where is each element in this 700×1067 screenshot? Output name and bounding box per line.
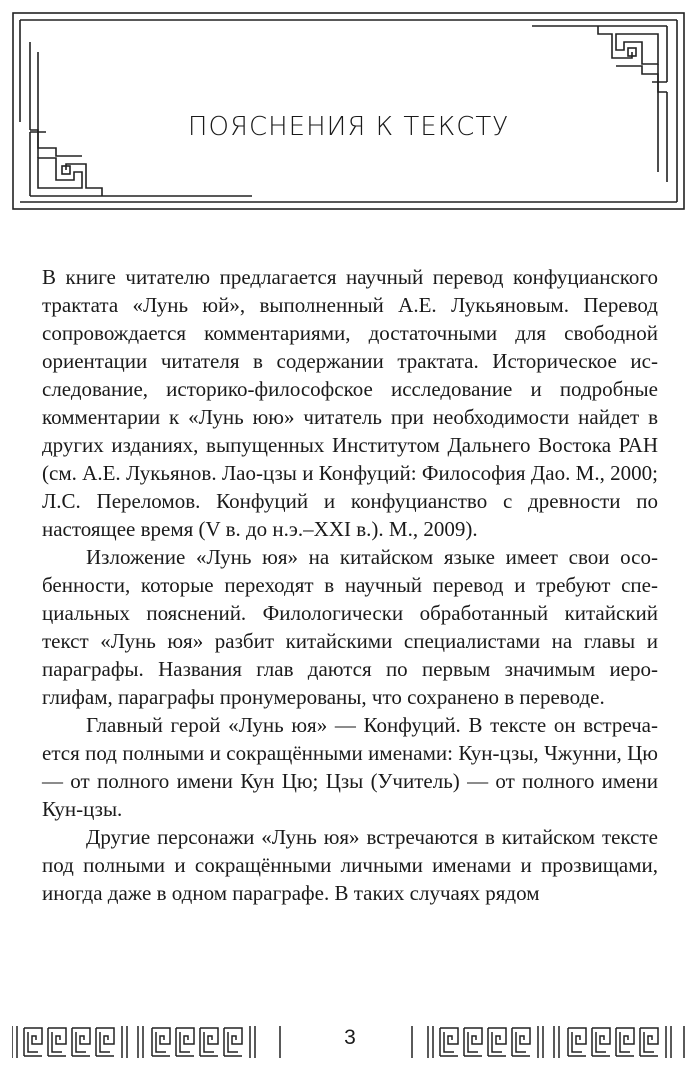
left-fret-band bbox=[12, 1022, 302, 1062]
right-fret-band bbox=[398, 1022, 688, 1062]
paragraph: Другие персонажи «Лунь юя» встречаются в китайском тексте под полными и сокращёнными личными именами и прозвищами, иногда даже в одном параграфе. В таких случаях рядом bbox=[42, 825, 658, 905]
fret-border-ornament bbox=[12, 12, 685, 210]
header-frame bbox=[12, 12, 685, 210]
paragraph: Главный герой «Лунь юя» — Конфуций. В тексте он встречается под полными и сокращёнными именами: Кун-цзы, Чжунни, Цю — от полного имени Кун Цю; Цзы (Учитель) — от полного имени Кун-цзы. bbox=[42, 713, 658, 821]
body-text bbox=[42, 263, 658, 907]
page-title: ПОЯСНЕНИЯ К ТЕКСТУ bbox=[187, 112, 510, 142]
page-number: 3 bbox=[344, 1026, 356, 1049]
paragraph: Изложение «Лунь юя» на китайском языке имеет свои особенности, которые переходят в научный перевод и требуют специальных пояснений. Филологически обработанный китайский текст «Лунь юя» разбит китайскими специалистами на главы и параграфы. Названия глав даются по первым значимым иероглифам, параграфы пронумерованы, что сохранено в переводе. bbox=[42, 545, 658, 709]
paragraph: В книге читателю предлагается научный перевод конфуцианского трактата «Лунь юй», выполненный А.Е. Лукьяновым. Перевод сопровождается комментариями, достаточными для свободной ориентации читателя в содержании трактата. Историческое исследование, историко-философское исследование и подробные комментарии к «Лунь юю» читатель при необходимости найдет в других изданиях, выпущенных Институтом Дальнего Востока РАН (см. А.Е. Лукьянов. Лао-цзы и Конфуций: Философия Дао. М., 2000; Л.С. Переломов. Конфуций и конфуцианство с древности по настоящее время (V в. до н.э.–XXI в.). М., 2009). bbox=[42, 265, 658, 541]
